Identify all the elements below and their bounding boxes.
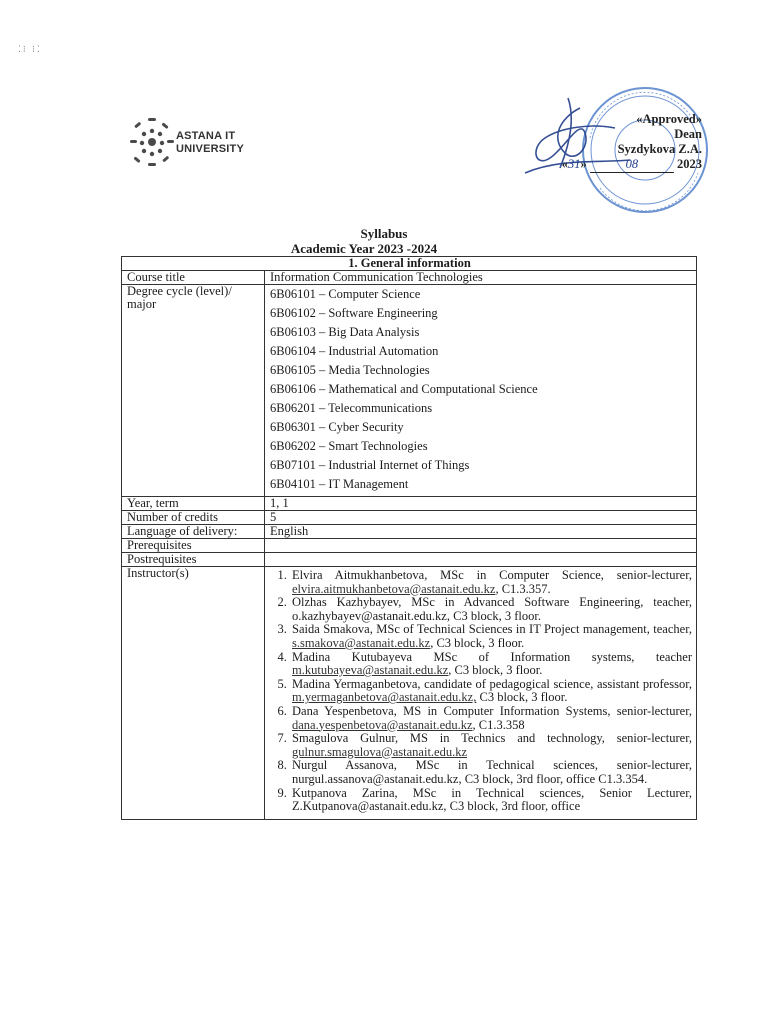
postrequisites-value [265,553,697,567]
approval-day: 31 [568,157,581,171]
university-logo [128,112,258,182]
instructor-item: 6. Dana Yespenbetova, MS in Computer Information Systems, senior-lecturer, dana.yespenbetova@astanait.edu.kz, C1.3.358 [290,705,692,732]
approval-name: Syzdykova Z.A. [617,142,702,156]
majors-list [265,285,697,497]
approval-role: Dean [674,127,702,141]
academic-year: Academic Year 2023 -2024 [290,241,438,256]
date-close-quote: » [580,157,587,171]
major-item: 6B06202 – Smart Technologies [270,439,428,453]
course-title-label: Course title [122,271,265,285]
major-item: 6B04101 – IT Management [270,477,409,491]
instructor-item: 7. Smagulova Gulnur, MS in Technics and technology, senior-lecturer, gulnur.smagulova@astanait.edu.kz [290,732,692,759]
instructor-item: 4. Madina Kutubayeva MSc of Information systems, teacher m.kutubayeva@astanait.edu.kz, C3 block, 3 floor. [290,651,692,678]
degree-label: Degree cycle (level)/ major [122,285,265,497]
major-item: 6B06301 – Cyber Security [270,420,404,434]
instructors-list [270,567,692,819]
credits-label: Number of credits [122,511,265,525]
date-open-quote: « [561,157,568,171]
major-item: 6B06201 – Telecommunications [270,401,433,415]
instructor-email[interactable]: elvira.aitmukhanbetova@astanait.edu.kz [292,581,496,596]
approval-label: «Approved» [636,112,702,126]
instructor-email[interactable]: s.smakova@astanait.edu.kz [292,635,431,650]
language-label: Language of delivery: [122,525,265,539]
approval-year: 2023 [677,157,702,171]
instructor-item: 2. Olzhas Kazhybayev, MSc in Advanced Software Engineering, teacher, o.kazhybayev@astanait.edu.kz, C3 block, 3 floor. [290,596,692,623]
logo-line-1: ASTANA IT [176,130,236,142]
section-heading: 1. General information [122,257,697,271]
instructor-email[interactable]: m.kutubayeva@astanait.edu.kz [292,663,449,678]
instructor-email[interactable]: m.yermaganbetova@astanait.edu.kz, [292,690,477,705]
language-value: English [265,525,697,539]
instructor-email[interactable]: dana.yespenbetova@astanait.edu.kz [292,717,473,732]
postrequisites-label: Postrequisites [122,553,265,567]
scan-specks: ⁚⁝ ⁝⁚ [18,44,42,54]
instructor-email[interactable]: gulnur.smagulova@astanait.edu.kz [292,744,468,759]
document-title: Syllabus [360,226,408,241]
prerequisites-label: Prerequisites [122,539,265,553]
year-term-label: Year, term [122,497,265,511]
approval-date [562,157,702,173]
instructor-item: 3. Saida Smakova, MSc of Technical Sciences in IT Project management, teacher, s.smakova@astanait.edu.kz, C3 block, 3 floor. [290,623,692,650]
logo-line-2: UNIVERSITY [176,143,245,155]
credits-value: 5 [265,511,697,525]
major-item: 6B06101 – Computer Science [270,287,421,301]
logo-mark-icon [128,112,176,174]
instructor-item: 1. Elvira Aitmukhanbetova, MSc in Computer Science, senior-lecturer, elvira.aitmukhanbetova@astanait.edu.kz, C1.3.357. [290,569,692,596]
course-title-value: Information Communication Technologies [265,271,697,285]
instructor-item: 9. Kutpanova Zarina, MSc in Technical sciences, Senior Lecturer, Z.Kutpanova@astanait.edu.kz, C3 block, 3rd floor, office [290,787,692,814]
prerequisites-value [265,539,697,553]
major-item: 6B06102 – Software Engineering [270,306,438,320]
general-information-table [121,256,697,820]
instructor-item: 5. Madina Yermaganbetova, candidate of pedagogical science, assistant professor, m.yermaganbetova@astanait.edu.kz, C3 block, 3 floor. [290,678,692,705]
approval-month: 08 [590,157,674,173]
approval-block [562,112,702,173]
instructor-item: 8. Nurgul Assanova, MSc in Technical sciences, senior-lecturer, nurgul.assanova@astanait.edu.kz, C3 block, 3rd floor, office C1.3.354. [290,759,692,786]
instructors-label: Instructor(s) [122,567,265,820]
major-item: 6B06103 – Big Data Analysis [270,325,420,339]
major-item: 6B06104 – Industrial Automation [270,344,439,358]
major-item: 6B06105 – Media Technologies [270,363,430,377]
major-item: 6B06106 – Mathematical and Computational Science [270,382,538,396]
year-term-value: 1, 1 [265,497,697,511]
instructors-cell [265,567,697,820]
major-item: 6B07101 – Industrial Internet of Things [270,458,470,472]
logo-wordmark [176,130,244,156]
